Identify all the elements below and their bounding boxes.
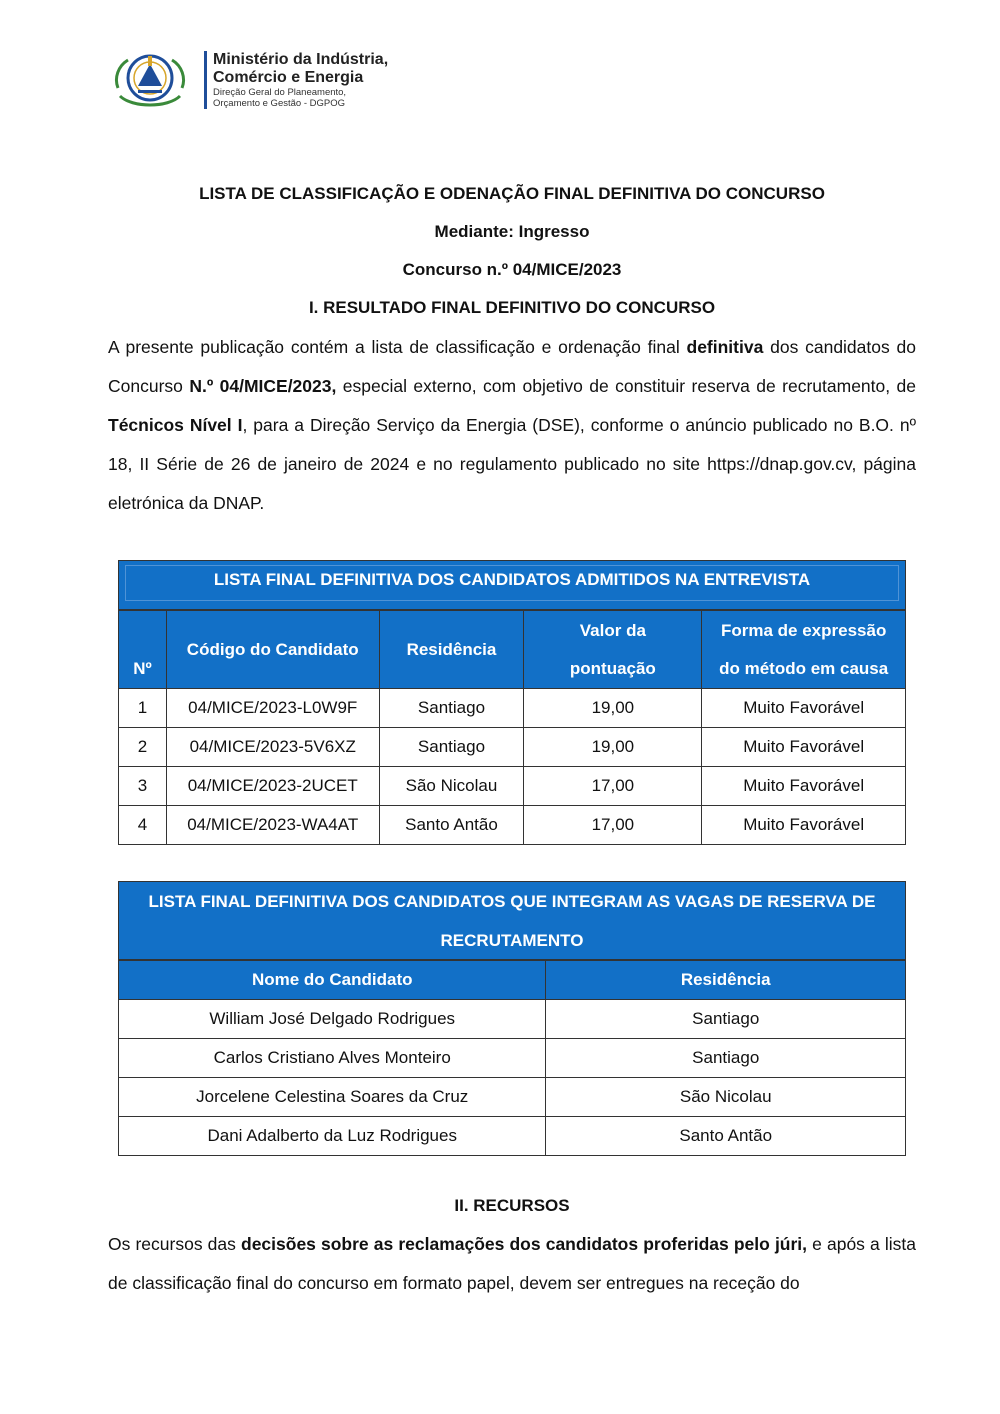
concurso-number: Concurso n.º 04/MICE/2023 — [402, 260, 622, 279]
table-row — [119, 806, 906, 845]
ministry-line-2: Comércio e Energia — [213, 69, 364, 86]
cell-residence: Santiago — [379, 728, 524, 767]
table-row — [119, 767, 906, 806]
cell-residence: Santiago — [379, 689, 524, 728]
cell-code: 04/MICE/2023-5V6XZ — [166, 728, 379, 767]
reserve-candidates-table — [118, 960, 906, 1156]
ministry-line-4: Orçamento e Gestão - DGPOG — [213, 98, 345, 109]
table1-title-bar — [118, 560, 906, 610]
recursos-text-c: e após a lista de classificação final do concurso em formato papel, devem ser entregues na receção do — [108, 1234, 916, 1293]
header-name: Nome do Candidato — [119, 961, 546, 1000]
table-row — [119, 728, 906, 767]
cell-score: 19,00 — [524, 689, 702, 728]
intro-bold-f: Técnicos Nível I — [108, 415, 243, 435]
ministry-header — [108, 48, 388, 112]
cell-code: 04/MICE/2023-L0W9F — [166, 689, 379, 728]
admitted-candidates-table — [118, 610, 906, 845]
cell-score: 19,00 — [524, 728, 702, 767]
intro-text-a: A presente publicação contém a lista de classificação e ordenação final — [108, 337, 687, 357]
cell-method: Muito Favorável — [702, 728, 906, 767]
ministry-name — [204, 51, 388, 109]
header-residence: Residência — [379, 611, 524, 689]
cell-residence: São Nicolau — [546, 1078, 906, 1117]
cell-residence: Santiago — [546, 1000, 906, 1039]
cell-residence: Santo Antão — [379, 806, 524, 845]
header-num-label: Nº — [133, 659, 152, 678]
cell-name: William José Delgado Rodrigues — [119, 1000, 546, 1039]
intro-paragraph — [108, 328, 916, 523]
cell-method: Muito Favorável — [702, 806, 906, 845]
ministry-line-1: Ministério da Indústria, — [213, 51, 389, 68]
header-method: Forma de expressão do método em causa — [702, 611, 906, 689]
recursos-bold-b: decisões sobre as reclamações dos candidatos proferidas pelo júri, — [241, 1234, 808, 1254]
document-title: LISTA DE CLASSIFICAÇÃO E ODENAÇÃO FINAL DEFINITIVA DO CONCURSO — [199, 184, 825, 203]
table-row — [119, 1078, 906, 1117]
intro-text-c: dos candidatos do Concurso — [108, 337, 916, 396]
table-row — [119, 1117, 906, 1156]
cell-code: 04/MICE/2023-2UCET — [166, 767, 379, 806]
cell-residence: Santiago — [546, 1039, 906, 1078]
intro-bold-d: N.º 04/MICE/2023, — [189, 376, 337, 396]
cell-residence: Santo Antão — [546, 1117, 906, 1156]
recursos-text-a: Os recursos das — [108, 1234, 241, 1254]
table-row — [119, 689, 906, 728]
table-row — [119, 1000, 906, 1039]
header-residence: Residência — [546, 961, 906, 1000]
cell-score: 17,00 — [524, 806, 702, 845]
intro-text-e: especial externo, com objetivo de constituir reserva de recrutamento, de — [336, 376, 916, 396]
table2-title: LISTA FINAL DEFINITIVA DOS CANDIDATOS QUE INTEGRAM AS VAGAS DE RESERVA DE RECRUTAMENTO — [118, 881, 906, 960]
header-num — [119, 611, 167, 689]
cell-code: 04/MICE/2023-WA4AT — [166, 806, 379, 845]
intro-bold-b: definitiva — [686, 337, 764, 357]
cell-score: 17,00 — [524, 767, 702, 806]
header-score: Valor da pontuação — [524, 611, 702, 689]
cell-num: 4 — [119, 806, 167, 845]
cell-name: Carlos Cristiano Alves Monteiro — [119, 1039, 546, 1078]
cell-num: 3 — [119, 767, 167, 806]
recursos-paragraph — [108, 1225, 916, 1303]
national-seal-icon — [108, 48, 192, 112]
section-2-title: II. RECURSOS — [454, 1196, 570, 1215]
cell-name: Dani Adalberto da Luz Rodrigues — [119, 1117, 546, 1156]
header-code: Código do Candidato — [166, 611, 379, 689]
cell-residence: São Nicolau — [379, 767, 524, 806]
table1-title: LISTA FINAL DEFINITIVA DOS CANDIDATOS ADMITIDOS NA ENTREVISTA — [125, 565, 899, 601]
intro-text-g: , para a Direção Serviço da Energia (DSE), conforme o anúncio publicado no B.O. nº 18, II Série de 26 de janeiro de 2024 e no regulamento publicado no site https://dnap.gov.cv, página eletrónica da DNAP. — [108, 415, 916, 513]
cell-method: Muito Favorável — [702, 767, 906, 806]
cell-method: Muito Favorável — [702, 689, 906, 728]
ministry-line-3: Direção Geral do Planeamento, — [213, 87, 347, 98]
cell-name: Jorcelene Celestina Soares da Cruz — [119, 1078, 546, 1117]
section-1-title: I. RESULTADO FINAL DEFINITIVO DO CONCURSO — [308, 298, 716, 317]
mediante-line: Mediante: Ingresso — [434, 222, 590, 241]
cell-num: 2 — [119, 728, 167, 767]
table-row — [119, 1039, 906, 1078]
cell-num: 1 — [119, 689, 167, 728]
